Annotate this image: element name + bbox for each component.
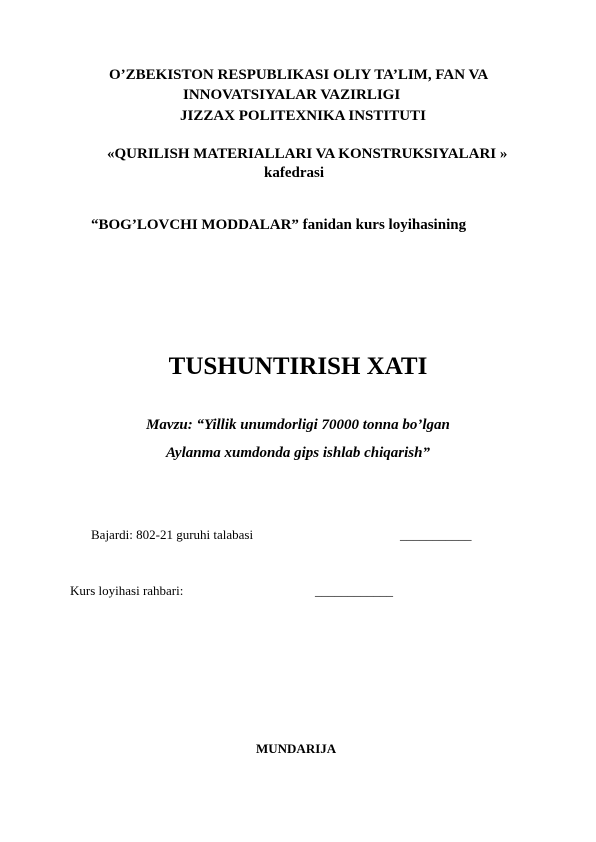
document-title: TUSHUNTIRISH XATI [168,353,428,380]
subject-line: “BOG’LOVCHI MODDALAR” fanidan kurs loyihasining [91,217,467,233]
topic-line-2: Aylanma xumdonda gips ishlab chiqarish” [166,445,430,461]
performer-signature-blank: ___________ [400,527,472,542]
supervisor-signature-blank: ____________ [315,583,393,598]
institute-name: JIZZAX POLITEXNIKA INSTITUTI [180,108,426,124]
performer-label: Bajardi: 802-21 guruhi talabasi [91,527,254,542]
topic-line-1: Mavzu: “Yillik unumdorligi 70000 tonna bo’lgan [146,417,450,433]
department-line-2: kafedrasi [264,165,324,181]
ministry-line-1: O’ZBEKISTON RESPUBLIKASI OLIY TA’LIM, FAN VA [109,67,489,83]
ministry-line-2: INNOVATSIYALAR VAZIRLIGI [183,87,401,103]
contents-heading: MUNDARIJA [256,741,337,756]
supervisor-label: Kurs loyihasi rahbari: [70,583,184,598]
department-line-1: «QURILISH MATERIALLARI VA KONSTRUKSIYALARI » [107,146,508,162]
